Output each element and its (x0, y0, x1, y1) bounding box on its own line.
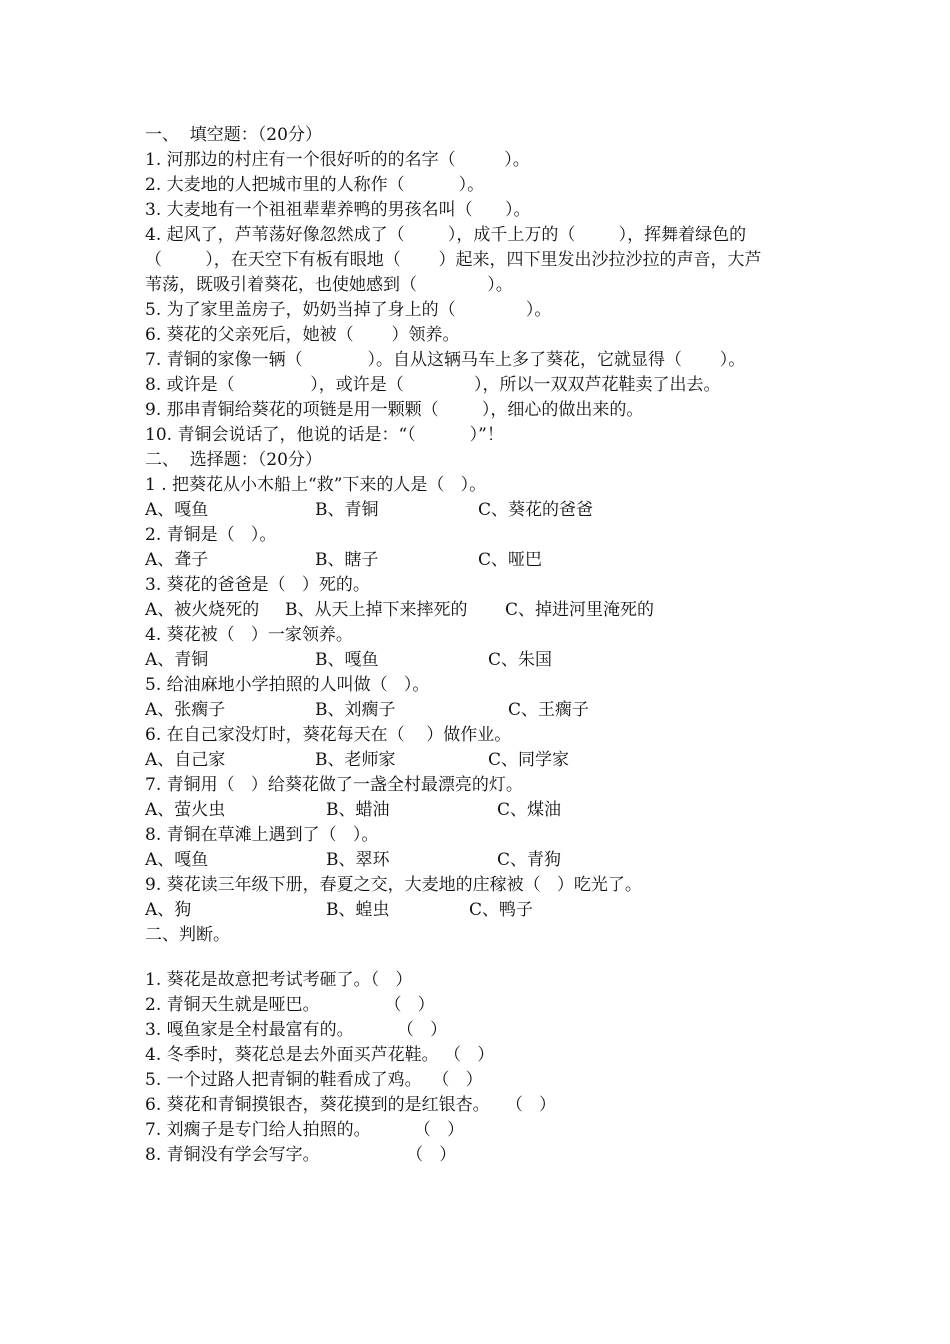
choice-options-3 (145, 598, 845, 623)
true-false-item-7: 7. 刘瘸子是专门给人拍照的。 （ ） (145, 1120, 465, 1140)
option-a: A、嘎鱼 (145, 850, 209, 870)
option-b: B、蝗虫 (326, 900, 390, 920)
section-heading-multiple-choice: 二、 选择题：（20分） (145, 450, 322, 470)
fill-blank-item-8: 8. 或许是（ ），或许是（ ），所以一双双芦花鞋卖了出去。 (145, 375, 721, 395)
option-b: B、从天上掉下来摔死的 (285, 600, 468, 620)
choice-question-1: 1 . 把葵花从小木船上“救”下来的人是（ ）。 (145, 475, 487, 495)
choice-options-8 (145, 848, 845, 873)
option-c: C、同学家 (488, 750, 570, 770)
fill-blank-item-2: 2. 大麦地的人把城市里的人称作（ ）。 (145, 175, 485, 195)
choice-question-5: 5. 给油麻地小学拍照的人叫做（ ）。 (145, 675, 430, 695)
choice-options-4 (145, 648, 845, 673)
option-c: C、葵花的爸爸 (478, 500, 594, 520)
choice-question-9: 9. 葵花读三年级下册，春夏之交，大麦地的庄稼被（ ）吃光了。 (145, 875, 642, 895)
choice-options-7 (145, 798, 845, 823)
fill-blank-item-4-line-3: 苇荡，既吸引着葵花，也使她感到（ ）。 (145, 275, 513, 295)
true-false-item-3: 3. 嘎鱼家是全村最富有的。 （ ） (145, 1020, 448, 1040)
section-heading-fill-blank: 一、 填空题：（20分） (145, 125, 322, 145)
option-c: C、哑巴 (478, 550, 543, 570)
option-a: A、狗 (145, 900, 192, 920)
true-false-item-1: 1. 葵花是故意把考试考砸了。（ ） (145, 970, 413, 990)
option-a: A、自己家 (145, 750, 226, 770)
option-b: B、蜡油 (326, 800, 390, 820)
fill-blank-item-5: 5. 为了家里盖房子，奶奶当掉了身上的（ ）。 (145, 300, 552, 320)
true-false-item-5: 5. 一个过路人把青铜的鞋看成了鸡。 （ ） (145, 1070, 483, 1090)
choice-question-6: 6. 在自己家没灯时，葵花每天在（ ）做作业。 (145, 725, 512, 745)
option-b: B、嘎鱼 (315, 650, 379, 670)
option-a: A、被火烧死的 (145, 600, 260, 620)
option-c: C、煤油 (497, 800, 562, 820)
fill-blank-item-4-line-2: （ ），在天空下有板有眼地（ ）起来，四下里发出沙拉沙拉的声音，大芦 (145, 250, 762, 270)
choice-question-8: 8. 青铜在草滩上遇到了（ ）。 (145, 825, 379, 845)
true-false-item-2: 2. 青铜天生就是哑巴。 （ ） (145, 995, 435, 1015)
fill-blank-item-4-line-1: 4. 起风了，芦苇荡好像忽然成了（ ），成千上万的（ ），挥舞着绿色的 (145, 225, 747, 245)
choice-question-4: 4. 葵花被（ ）一家领养。 (145, 625, 353, 645)
choice-options-6 (145, 748, 845, 773)
option-b: B、瞎子 (315, 550, 379, 570)
option-c: C、王瘸子 (508, 700, 590, 720)
true-false-item-4: 4. 冬季时，葵花总是去外面买芦花鞋。 （ ） (145, 1045, 495, 1065)
choice-options-5 (145, 698, 845, 723)
true-false-item-8: 8. 青铜没有学会写字。 （ ） (145, 1145, 457, 1165)
option-a: A、萤火虫 (145, 800, 226, 820)
choice-question-7: 7. 青铜用（ ）给葵花做了一盏全村最漂亮的灯。 (145, 775, 523, 795)
option-a: A、聋子 (145, 550, 209, 570)
choice-question-2: 2. 青铜是（ ）。 (145, 525, 277, 545)
option-b: B、翠环 (326, 850, 390, 870)
fill-blank-item-10: 10. 青铜会说话了，他说的话是：“（ ）”！ (145, 425, 504, 445)
option-c: C、青狗 (497, 850, 562, 870)
section-heading-true-false: 二、判断。 (145, 925, 230, 945)
option-a: A、嘎鱼 (145, 500, 209, 520)
option-c: C、鸭子 (469, 900, 534, 920)
fill-blank-item-7: 7. 青铜的家像一辆（ ）。自从这辆马车上多了葵花，它就显得（ ）。 (145, 350, 746, 370)
option-b: B、老师家 (315, 750, 396, 770)
option-b: B、青铜 (315, 500, 379, 520)
choice-options-2 (145, 548, 845, 573)
option-c: C、掉进河里淹死的 (505, 600, 655, 620)
option-a: A、张瘸子 (145, 700, 226, 720)
fill-blank-item-6: 6. 葵花的父亲死后，她被（ ）领养。 (145, 325, 460, 345)
choice-options-9 (145, 898, 845, 923)
choice-options-1 (145, 498, 845, 523)
fill-blank-item-9: 9. 那串青铜给葵花的项链是用一颗颗（ ），细心的做出来的。 (145, 400, 644, 420)
fill-blank-item-3: 3. 大麦地有一个祖祖辈辈养鸭的男孩名叫（ ）。 (145, 200, 531, 220)
option-c: C、朱国 (488, 650, 553, 670)
true-false-item-6: 6. 葵花和青铜摸银杏，葵花摸到的是红银杏。 （ ） (145, 1095, 557, 1115)
option-b: B、刘瘸子 (315, 700, 396, 720)
option-a: A、青铜 (145, 650, 209, 670)
choice-question-3: 3. 葵花的爸爸是（ ）死的。 (145, 575, 370, 595)
fill-blank-item-1: 1. 河那边的村庄有一个很好听的的名字（ ）。 (145, 150, 530, 170)
